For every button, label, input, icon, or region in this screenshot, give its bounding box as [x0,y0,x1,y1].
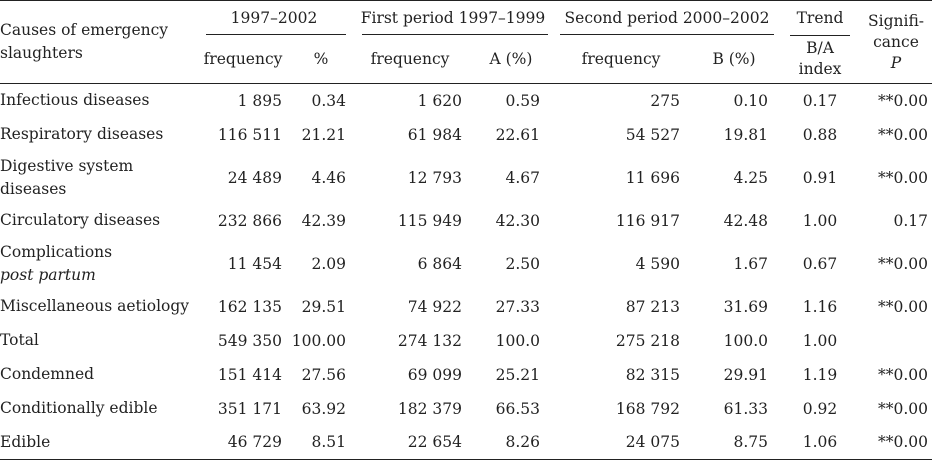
group-all-underline [206,34,346,35]
row-label [0,392,196,426]
cell-f1: 6 864 [417,254,462,273]
cell-p: **0.00 [878,125,929,144]
cell-p: **0.00 [878,254,929,273]
row-label-line1: Total [0,331,39,349]
cell-p: **0.00 [878,433,929,452]
table-row [0,324,932,358]
cell-freq: 46 729 [227,433,282,452]
row-label-line2: post partum [0,265,96,284]
cell-pct: 0.34 [311,91,346,110]
trend-header [780,1,860,36]
row-label [0,84,196,118]
cell-b: 4.25 [733,168,769,187]
cell-pct: 2.09 [311,254,346,273]
sub-header-b-percent: B (%) [712,50,756,68]
cell-a: 4.67 [505,168,540,187]
significance-header [860,1,932,84]
cell-a: 2.50 [505,254,540,273]
row-label-line1: Miscellaneous aetiology [0,297,190,315]
cell-f2: 275 218 [615,331,680,350]
cell-b: 31.69 [723,297,769,316]
sub-header-index [780,35,860,84]
cell-idx: 0.92 [802,399,838,418]
cell-a: 100.0 [495,331,540,350]
cause-header-line2: slaughters [0,44,83,62]
sub-header-frequency-all: frequency [203,50,283,68]
cell-b: 0.10 [733,91,769,110]
group-header-all-years [196,1,352,36]
cell-idx: 0.88 [802,125,838,144]
table-row [0,358,932,392]
table-row [0,152,932,204]
row-label-line2: diseases [0,179,67,198]
cell-pct: 100.00 [291,331,346,350]
cell-p: **0.00 [878,297,929,316]
table-row [0,118,932,152]
cell-idx: 1.16 [802,297,838,316]
table-row [0,392,932,426]
row-label-line1: Condemned [0,365,95,383]
cell-freq: 162 135 [217,297,282,316]
cell-a: 0.59 [505,91,540,110]
cell-freq: 232 866 [217,211,282,230]
sub-header-percent: % [313,50,329,68]
cell-b: 8.75 [733,433,769,452]
row-label-line1: Conditionally edible [0,399,158,417]
cell-pct: 63.92 [301,399,346,418]
cell-f1: 74 922 [407,297,462,316]
cell-freq: 549 350 [217,331,282,350]
cell-p: 0.17 [893,211,929,230]
cell-b: 42.48 [723,211,769,230]
cell-pct: 4.46 [311,168,346,187]
table-row [0,290,932,324]
cell-f1: 1 620 [417,91,462,110]
cell-f1: 274 132 [397,331,462,350]
cell-f2: 87 213 [625,297,680,316]
group-header-first-period [352,1,554,36]
sub-header-index-line1: B/A [806,39,834,57]
cell-f1: 69 099 [407,365,462,384]
cell-freq: 1 895 [237,91,282,110]
row-label [0,152,196,204]
cell-idx: 0.67 [802,254,838,273]
row-label-line1: Edible [0,432,51,451]
cell-f1: 22 654 [407,433,462,452]
table-body [0,84,932,460]
cell-p: **0.00 [878,399,929,418]
cell-f2: 82 315 [625,365,680,384]
row-label-line1: Respiratory diseases [0,125,164,143]
cell-f1: 115 949 [397,211,462,230]
table-row [0,426,932,460]
row-label [0,238,196,290]
table-row [0,204,932,238]
row-label-line1: Circulatory diseases [0,211,161,229]
group-all-label: 1997–2002 [230,9,318,27]
row-label [0,290,196,324]
cell-pct: 29.51 [301,297,346,316]
cell-a: 8.26 [505,433,540,452]
cell-f2: 24 075 [625,433,680,452]
cell-f2: 11 696 [625,168,680,187]
cell-p: **0.00 [878,365,929,384]
cell-pct: 42.39 [301,211,346,230]
cell-pct: 21.21 [301,125,346,144]
cell-freq: 151 414 [217,365,282,384]
cell-f2: 4 590 [635,254,680,273]
row-label [0,426,196,460]
trend-label: Trend [796,9,844,27]
significance-line2: cance [873,32,919,51]
group-first-underline [362,34,548,35]
cell-pct: 8.51 [311,433,346,452]
group-second-underline [560,34,774,35]
cell-b: 29.91 [723,365,769,384]
cause-header-line1: Causes of emergency [0,21,169,39]
group-second-label: Second period 2000–2002 [564,9,770,27]
cell-f2: 54 527 [625,125,680,144]
cell-freq: 116 511 [217,125,282,144]
cell-freq: 11 454 [227,254,282,273]
sub-header-frequency-second: frequency [581,50,661,68]
table-row [0,238,932,290]
cell-idx: 1.06 [802,433,838,452]
cell-a: 66.53 [495,399,540,418]
row-label [0,204,196,238]
row-label [0,118,196,152]
significance-line1: Signifi- [868,11,925,30]
cell-freq: 351 171 [217,399,282,418]
cell-idx: 1.19 [802,365,838,384]
cell-f2: 168 792 [615,399,680,418]
cell-b: 19.81 [723,125,769,144]
cell-f2: 275 [650,91,680,110]
sub-header-index-line2: index [798,60,842,78]
cell-a: 25.21 [495,365,540,384]
cell-idx: 1.00 [802,331,838,350]
cell-freq: 24 489 [227,168,282,187]
cell-pct: 27.56 [301,365,346,384]
header-row-groups [0,1,932,36]
cell-f2: 116 917 [615,211,680,230]
group-first-label: First period 1997–1999 [360,9,546,27]
cell-b: 100.0 [723,331,769,350]
cell-f1: 61 984 [407,125,462,144]
cell-idx: 1.00 [802,211,838,230]
cell-b: 1.67 [733,254,769,273]
cause-header [0,1,196,84]
row-label [0,358,196,392]
row-label-line1: Digestive system [0,156,134,175]
row-label [0,324,196,358]
row-label-line1: Infectious diseases [0,91,150,110]
cell-b: 61.33 [723,399,769,418]
cell-idx: 0.17 [802,91,838,110]
cell-idx: 0.91 [802,168,838,187]
cell-p: **0.00 [878,168,929,187]
cell-f1: 182 379 [397,399,462,418]
sub-header-a-percent: A (%) [489,50,533,68]
cell-a: 22.61 [495,125,540,144]
significance-line3: P [890,53,902,72]
cell-a: 27.33 [495,297,540,316]
cell-p: **0.00 [878,91,929,110]
row-label-line1: Complications [0,242,113,261]
table-row [0,84,932,118]
trend-underline [790,35,850,36]
cell-p [860,324,932,358]
cell-a: 42.30 [495,211,540,230]
cell-f1: 12 793 [407,168,462,187]
group-header-second-period [554,1,780,36]
sub-header-frequency-first: frequency [370,50,450,68]
